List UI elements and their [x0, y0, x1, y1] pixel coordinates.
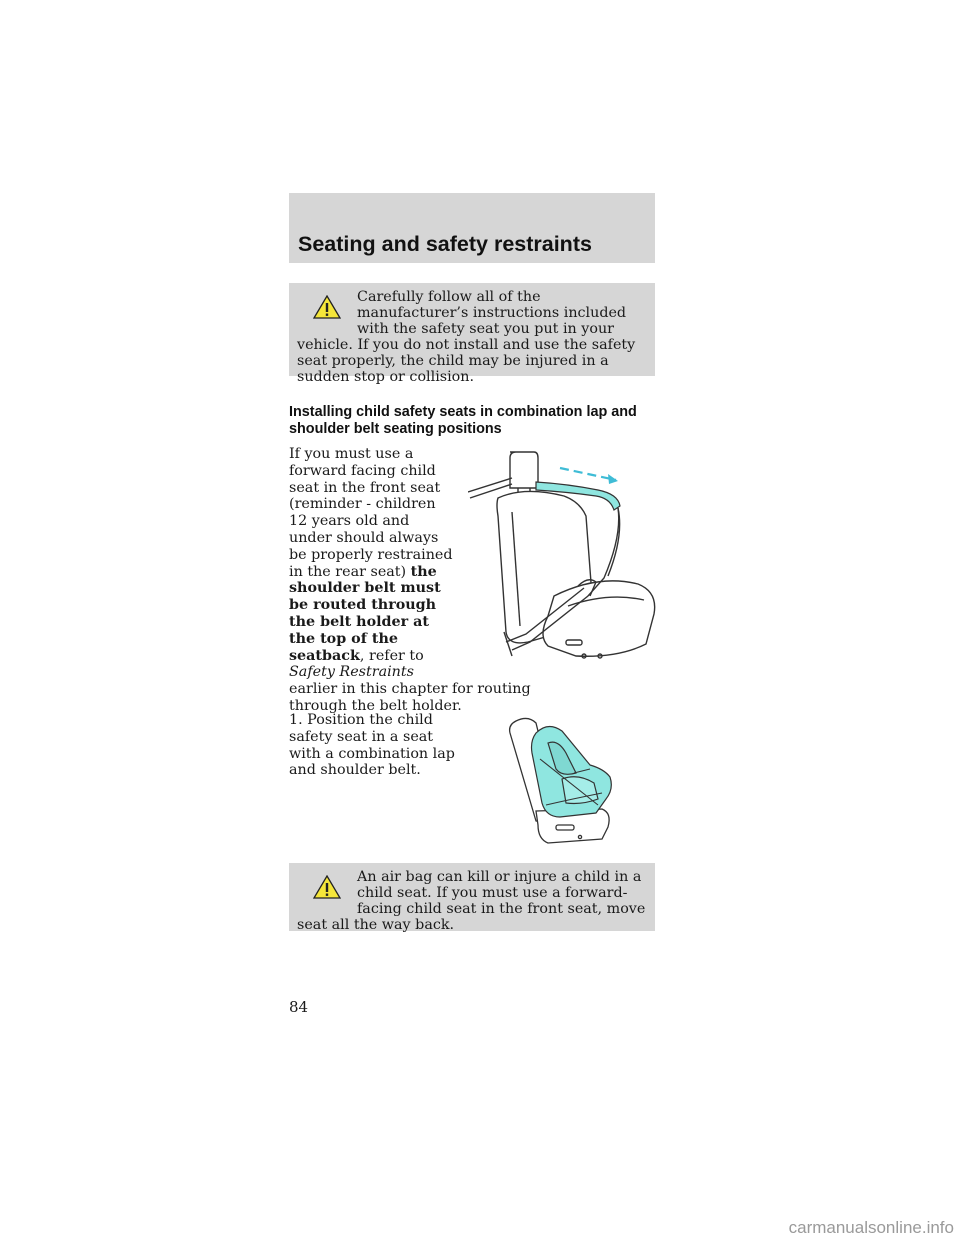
- paragraph-front-seat: [289, 446, 455, 681]
- page-number: 84: [289, 998, 309, 1016]
- para1-mid: , refer to: [359, 647, 424, 664]
- para1-italic-ref: Safety Restraints: [289, 664, 414, 681]
- paragraph-front-seat-tail: [289, 681, 549, 715]
- warning-icon: [313, 295, 357, 327]
- para1-lead: If you must use a forward facing child seat in the front seat (reminder - children 12 years old and under should always be properly restrained in the rear seat): [289, 446, 453, 580]
- step-1: 1. Position the child safety seat in a seat with a combination lap and shoulder belt.: [289, 712, 455, 779]
- warning-icon: [313, 875, 357, 907]
- section-title: Seating and safety restraints: [298, 232, 592, 256]
- warning-box-top: [289, 283, 655, 385]
- child-seat-illustration: [502, 713, 626, 849]
- section-header-band: [289, 193, 655, 263]
- seat-belt-illustration: [468, 446, 662, 668]
- section-heading: Installing child safety seats in combination lap and shoulder belt seating positions: [289, 404, 637, 437]
- warning-box-bottom: [289, 863, 655, 931]
- warning-text-bottom: An air bag can kill or injure a child in a child seat. If you must use a forward-facing child seat in the front seat, move seat all the way back.: [297, 869, 646, 933]
- watermark: carmanualsonline.info: [788, 1218, 954, 1237]
- para1-tail: earlier in this chapter for routing through the belt holder.: [289, 681, 531, 714]
- warning-text-top: Carefully follow all of the manufacturer’s instructions included with the safety seat you put in your vehicle. If you do not install and use the safety seat properly, the child may be injured in a sudden stop or collision.: [297, 289, 636, 385]
- para1-bold: the shoulder belt must be routed through the belt holder at the top of the seatback: [289, 563, 441, 664]
